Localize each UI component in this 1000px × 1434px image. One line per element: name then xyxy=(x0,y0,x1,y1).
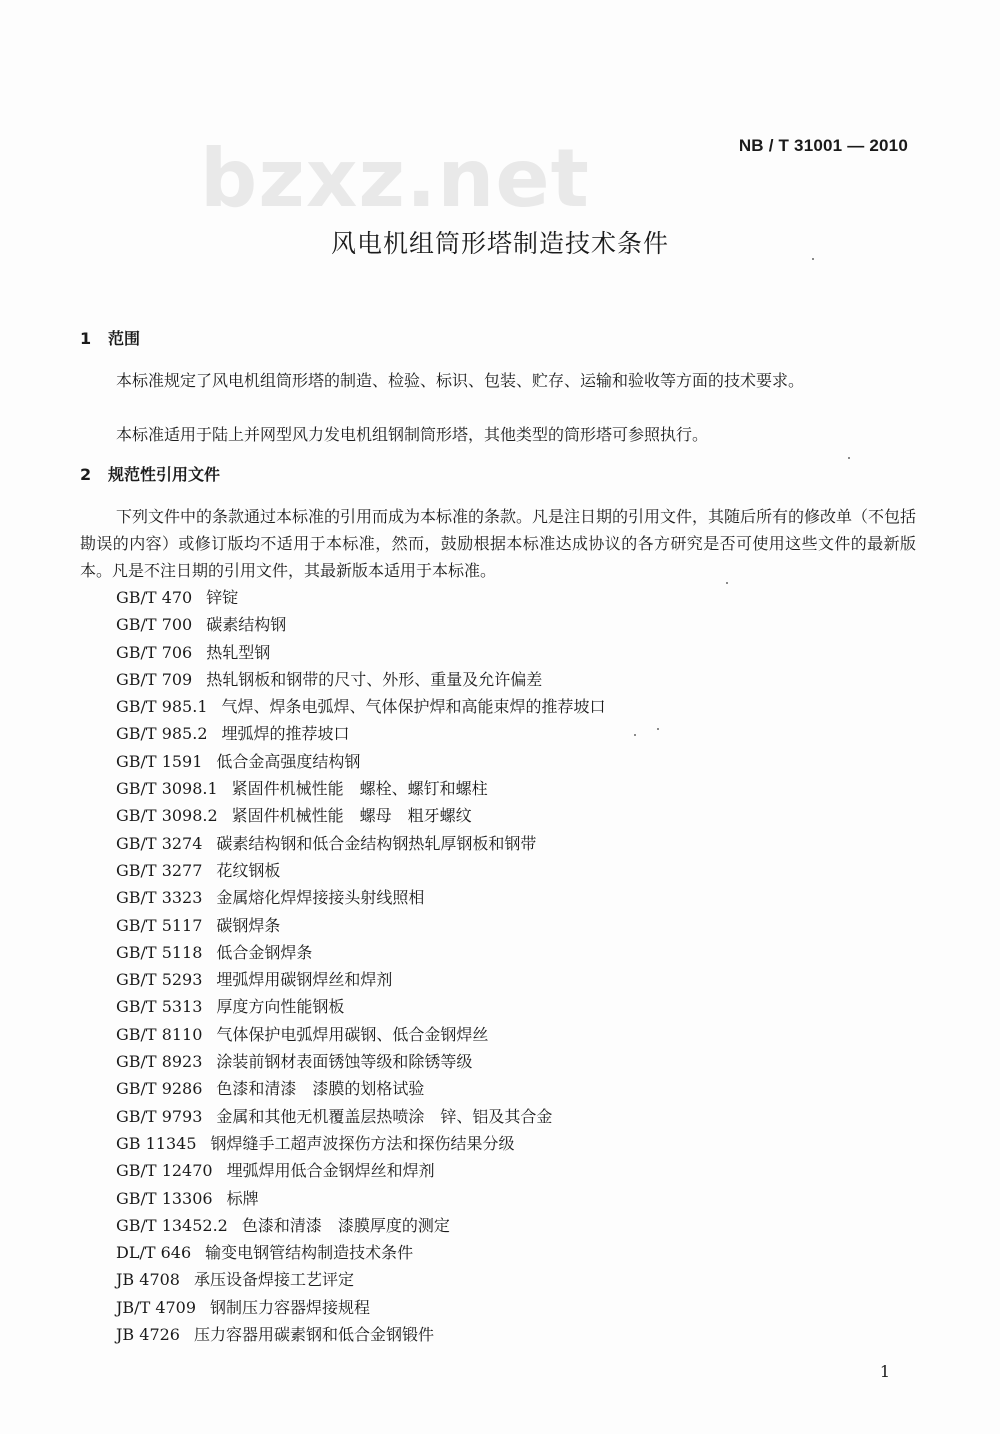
reference-code: GB/T 9286 xyxy=(116,1079,203,1099)
reference-item xyxy=(116,1266,606,1293)
scope-paragraph-1: 本标准规定了风电机组筒形塔的制造、检验、标识、包装、贮存、运输和验收等方面的技术要求。 xyxy=(116,371,805,390)
reference-item xyxy=(116,912,606,939)
reference-title: 紧固件机械性能 螺母 粗牙螺纹 xyxy=(231,806,472,826)
reference-item xyxy=(116,693,606,720)
scan-speck xyxy=(634,734,636,736)
scan-speck xyxy=(657,728,659,730)
reference-item xyxy=(116,1075,606,1102)
reference-code: GB 11345 xyxy=(116,1133,197,1153)
reference-item xyxy=(116,884,606,911)
reference-code: GB/T 700 xyxy=(116,615,193,635)
reference-title: 气焊、焊条电弧焊、气体保护焊和高能束焊的推荐坡口 xyxy=(221,697,606,717)
reference-item xyxy=(116,720,606,747)
reference-item xyxy=(116,1048,606,1075)
reference-title: 厚度方向性能钢板 xyxy=(216,997,345,1017)
reference-code: GB/T 3274 xyxy=(116,833,203,853)
section-heading-normative-references xyxy=(80,462,220,485)
reference-item xyxy=(116,775,606,802)
reference-title: 气体保护电弧焊用碳钢、低合金钢焊丝 xyxy=(216,1024,489,1044)
reference-title: 金属和其他无机覆盖层热喷涂 锌、铝及其合金 xyxy=(216,1106,553,1126)
reference-code: GB/T 3323 xyxy=(116,888,203,908)
reference-item xyxy=(116,1212,606,1239)
reference-code: GB/T 8110 xyxy=(116,1024,203,1044)
section-title: 范围 xyxy=(108,329,141,348)
reference-code: GB/T 5293 xyxy=(116,970,203,990)
reference-title: 锌锭 xyxy=(206,588,239,607)
reference-title: 埋弧焊用低合金钢焊丝和焊剂 xyxy=(226,1161,435,1181)
reference-item xyxy=(116,666,606,693)
reference-item xyxy=(116,1021,606,1048)
reference-code: GB/T 5313 xyxy=(116,997,203,1017)
reference-title: 金属熔化焊焊接接头射线照相 xyxy=(216,888,425,908)
reference-title: 热轧钢板和钢带的尺寸、外形、重量及允许偏差 xyxy=(206,669,543,689)
reference-code: GB/T 470 xyxy=(116,588,193,607)
page-number: 1 xyxy=(879,1362,890,1381)
reference-code: JB/T 4709 xyxy=(116,1297,197,1317)
reference-code: GB/T 13452.2 xyxy=(116,1215,228,1235)
scan-speck xyxy=(726,582,728,584)
references-intro-paragraph: 下列文件中的条款通过本标准的引用而成为本标准的条款。凡是注日期的引用文件，其随后所有的修改单（不包括勘误的内容）或修订版均不适用于本标准，然而，鼓励根据本标准达成协议的各方研究是否可使用这些文件的最新版本。凡是不注日期的引用文件，其最新版本适用于本标准。 xyxy=(80,507,917,580)
reference-code: GB/T 5117 xyxy=(116,915,203,935)
reference-code: GB/T 985.1 xyxy=(116,697,208,717)
reference-title: 碳素结构钢和低合金结构钢热轧厚钢板和钢带 xyxy=(216,833,537,853)
reference-title: 碳素结构钢 xyxy=(206,615,287,635)
section-number: 2 xyxy=(80,465,92,484)
reference-code: JB 4726 xyxy=(116,1325,180,1345)
reference-title: 钢制压力容器焊接规程 xyxy=(210,1297,371,1317)
reference-title: 埋弧焊用碳钢焊丝和焊剂 xyxy=(216,970,393,990)
reference-item xyxy=(116,1157,606,1184)
reference-title: 色漆和清漆 漆膜的划格试验 xyxy=(216,1079,425,1099)
reference-title: 埋弧焊的推荐坡口 xyxy=(221,724,350,744)
reference-code: GB/T 985.2 xyxy=(116,724,208,744)
reference-title: 热轧型钢 xyxy=(206,642,271,662)
scope-paragraph-2: 本标准适用于陆上并网型风力发电机组钢制筒形塔，其他类型的筒形塔可参照执行。 xyxy=(116,425,709,444)
reference-title: 碳钢焊条 xyxy=(216,915,281,935)
reference-item xyxy=(116,1294,606,1321)
reference-code: GB/T 12470 xyxy=(116,1161,213,1181)
reference-item xyxy=(116,1239,606,1266)
reference-code: GB/T 1591 xyxy=(116,751,203,771)
reference-item xyxy=(116,611,606,638)
reference-item xyxy=(116,857,606,884)
reference-item xyxy=(116,1185,606,1212)
reference-title: 输变电钢管结构制造技术条件 xyxy=(205,1243,414,1263)
reference-code: DL/T 646 xyxy=(116,1243,192,1263)
reference-title: 紧固件机械性能 螺栓、螺钉和螺柱 xyxy=(231,779,488,799)
reference-code: GB/T 8923 xyxy=(116,1052,203,1072)
reference-code: GB/T 13306 xyxy=(116,1188,213,1208)
reference-item xyxy=(116,939,606,966)
reference-item xyxy=(116,639,606,666)
reference-title: 色漆和清漆 漆膜厚度的测定 xyxy=(241,1215,450,1235)
reference-title: 钢焊缝手工超声波探伤方法和探伤结果分级 xyxy=(210,1133,515,1153)
reference-item xyxy=(116,966,606,993)
reference-code: JB 4708 xyxy=(116,1270,180,1290)
scan-speck xyxy=(812,258,814,260)
reference-code: GB/T 709 xyxy=(116,669,193,689)
reference-title: 承压设备焊接工艺评定 xyxy=(193,1270,354,1290)
reference-item xyxy=(116,830,606,857)
reference-title: 低合金钢焊条 xyxy=(216,942,313,962)
reference-code: GB/T 5118 xyxy=(116,942,203,962)
reference-item xyxy=(116,802,606,829)
reference-item xyxy=(116,1130,606,1157)
reference-item xyxy=(116,993,606,1020)
watermark: bzxz.net xyxy=(200,132,590,225)
reference-code: GB/T 706 xyxy=(116,642,193,662)
reference-code: GB/T 3098.1 xyxy=(116,779,218,799)
standard-code: NB / T 31001 — 2010 xyxy=(738,136,908,155)
reference-code: GB/T 3277 xyxy=(116,860,203,880)
reference-item xyxy=(116,1103,606,1130)
document-title: 风电机组筒形塔制造技术条件 xyxy=(330,229,669,258)
reference-title: 涂装前钢材表面锈蚀等级和除锈等级 xyxy=(216,1052,473,1072)
reference-title: 花纹钢板 xyxy=(216,860,281,880)
reference-item xyxy=(116,584,606,611)
reference-title: 标牌 xyxy=(226,1188,259,1208)
reference-item xyxy=(116,748,606,775)
reference-code: GB/T 9793 xyxy=(116,1106,203,1126)
reference-title: 低合金高强度结构钢 xyxy=(216,751,361,771)
section-heading-scope xyxy=(80,326,140,349)
scan-speck xyxy=(848,457,850,459)
reference-item xyxy=(116,1321,606,1348)
section-title: 规范性引用文件 xyxy=(108,465,221,484)
reference-list xyxy=(116,584,606,1348)
section-number: 1 xyxy=(80,329,92,348)
reference-code: GB/T 3098.2 xyxy=(116,806,218,826)
reference-title: 压力容器用碳素钢和低合金钢锻件 xyxy=(193,1325,434,1345)
